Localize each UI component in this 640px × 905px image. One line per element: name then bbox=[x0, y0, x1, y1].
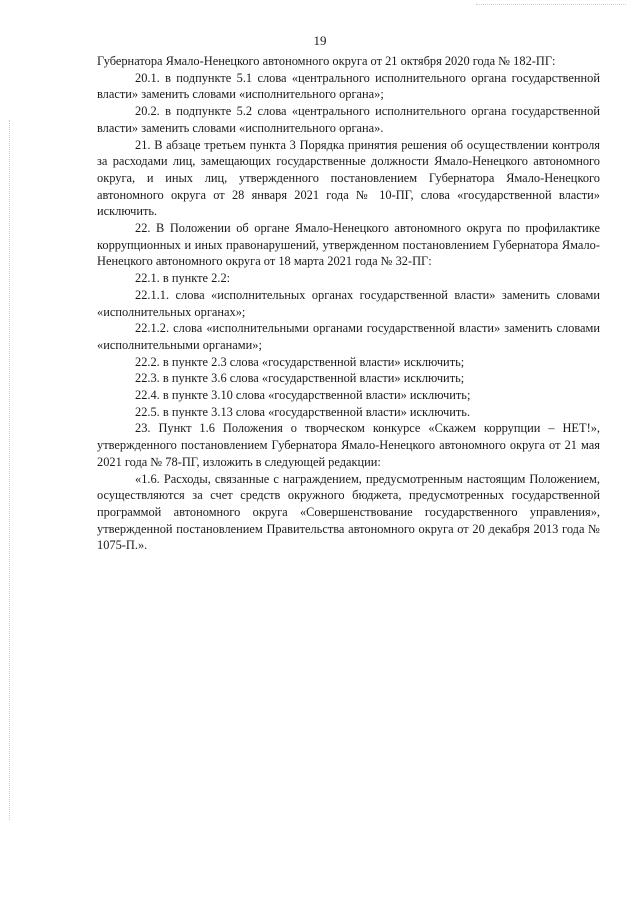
paragraph-20-2: 20.2. в подпункте 5.2 слова «центрального исполнительного органа государственной власти» заменить словами «исполнительного органа». bbox=[97, 104, 600, 135]
paragraph-22-4: 22.4. в пункте 3.10 слова «государственной власти» исключить; bbox=[135, 388, 471, 403]
paragraph-22-3: 22.3. в пункте 3.6 слова «государственной власти» исключить; bbox=[135, 371, 465, 386]
paragraph-22-1-2: 22.1.2. слова «исполнительными органами государственной власти» заменить словами «исполнительными органами»; bbox=[97, 321, 600, 352]
paragraph-23: 23. Пункт 1.6 Положения о творческом конкурсе «Скажем коррупции – НЕТ!», утвержденного постановлением Губернатора Ямало-Ненецкого автономного округа от 21 мая 2021 года № 78-ПГ, изложить в следующей редакции: bbox=[97, 421, 600, 469]
paragraph-22: 22. В Положении об органе Ямало-Ненецкого автономного округа по профилактике коррупционных и иных правонарушений, утвержденном постановлением Губернатора Ямало-Ненецкого автономного округа от 18 марта 2021 года № 32-ПГ: bbox=[97, 221, 600, 269]
scan-binding-edge bbox=[9, 120, 10, 820]
scan-edge-mark bbox=[476, 4, 626, 5]
paragraph-continuation: Губернатора Ямало-Ненецкого автономного округа от 21 октября 2020 года № 182-ПГ: bbox=[97, 54, 556, 68]
paragraph-23-quote: «1.6. Расходы, связанные с награждением, предусмотренным настоящим Положением, осуществляются за счет средств окружного бюджета, предусмотренных государственной программой автономного округа «Совершенствование государственного управления», утвержденной постановлением Правительства автономного округа от 20 декабря 2013 года № 1075-П.». bbox=[97, 471, 600, 553]
paragraph-21: 21. В абзаце третьем пункта 3 Порядка принятия решения об осуществлении контроля за расходами лиц, замещающих государственные должности Ямало-Ненецкого автономного округа, и иных лиц, утвержденного постановлением Губернатора Ямало-Ненецкого автономного округа от 28 января 2021 года № 10-ПГ, слова «государственной власти» исключить. bbox=[97, 137, 600, 219]
paragraph-22-2: 22.2. в пункте 2.3 слова «государственной власти» исключить; bbox=[135, 354, 465, 369]
document-body bbox=[97, 53, 600, 554]
paragraph-20-1: 20.1. в подпункте 5.1 слова «центрального исполнительного органа государственной власти» заменить словами «исполнительного органа»; bbox=[97, 70, 600, 102]
paragraph-22-5: 22.5. в пункте 3.13 слова «государственной власти» исключить. bbox=[135, 404, 471, 419]
paragraph-22-1-1: 22.1.1. слова «исполнительных органах государственной власти» заменить словами «исполнительных органах»; bbox=[97, 287, 600, 319]
paragraph-22-1: 22.1. в пункте 2.2: bbox=[135, 271, 231, 286]
page-number: 19 bbox=[313, 33, 327, 48]
